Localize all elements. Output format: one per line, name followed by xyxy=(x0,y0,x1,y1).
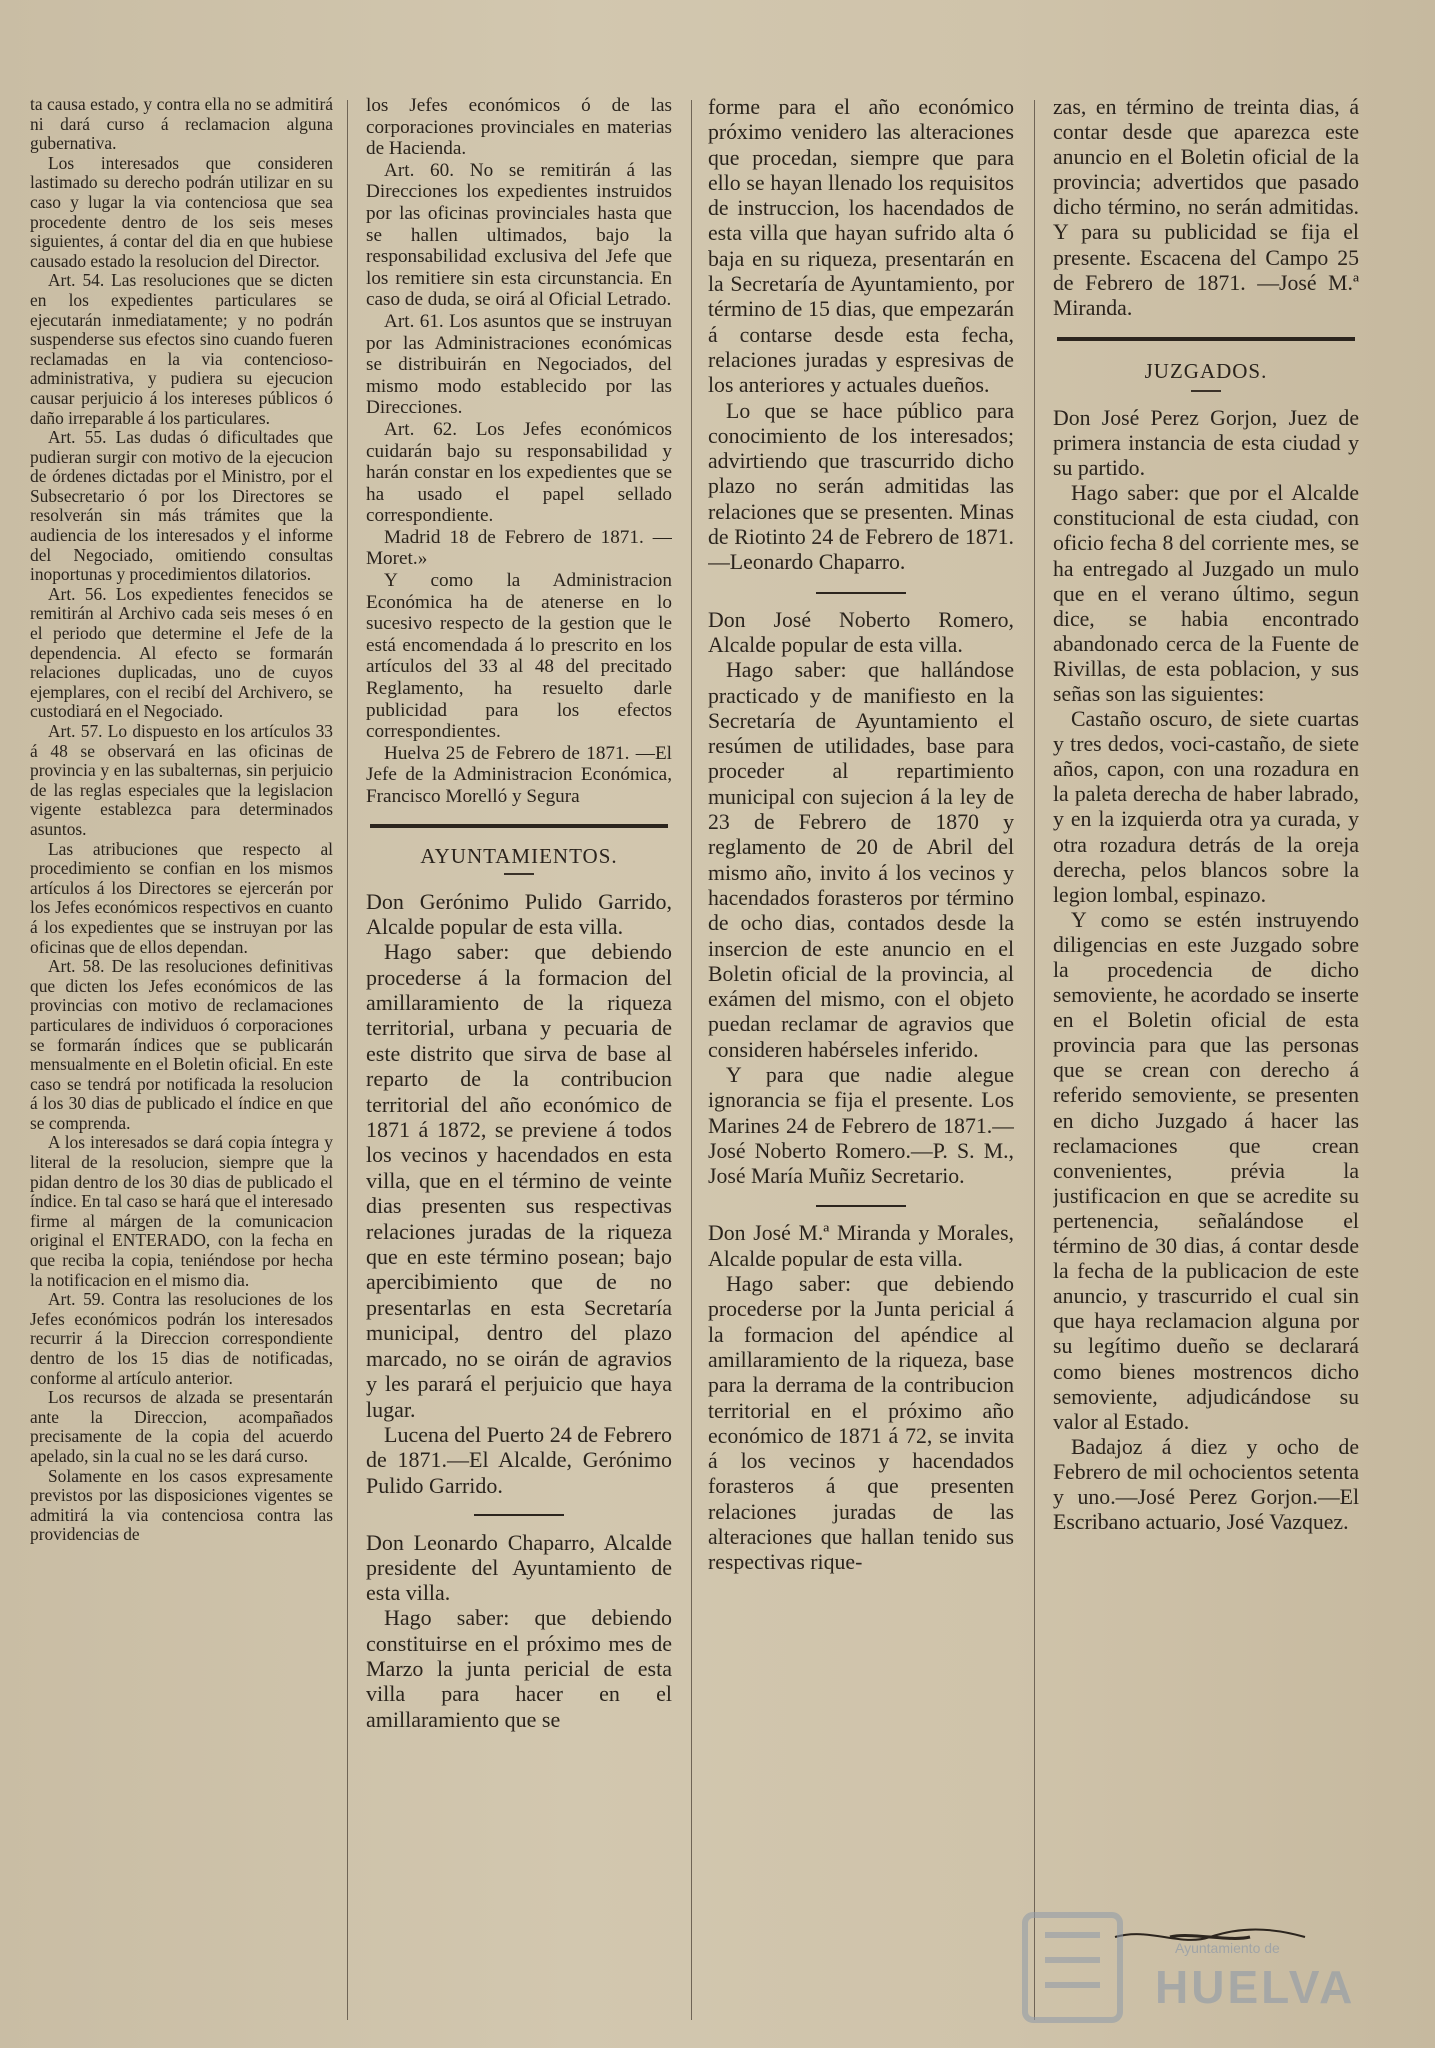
column-4 xyxy=(1053,95,1359,2035)
notice-rule xyxy=(816,1205,906,1207)
paragraph: Art. 58. De las resoluciones definitivas que dicten los Jefes económicos de las provincias con motivo de reclamaciones particulares de individuos ó corporaciones se formarán índices que se publicarán mensualmente en el Boletin oficial. En este caso se tendrá por notificada la resolucion á los 30 dias de publicado el índice en que se comprenda. xyxy=(30,956,333,1133)
paragraph: Las atribuciones que respecto al procedimiento se confian en los mismos artículos á los Directores se ejercerán por los Jefes económicos respectivos en cuanto á los expedientes que se instruyan por las oficinas que de ellos dependan. xyxy=(30,838,333,957)
column-1 xyxy=(30,95,333,2035)
notice-header: Don José M.ª Miranda y Morales, Alcalde popular de esta villa. xyxy=(708,1221,1014,1271)
section-title: JUZGADOS. xyxy=(1144,358,1268,383)
paragraph: Hago saber: que debiendo procederse á la formacion del amillaramiento de la riqueza territorial, urbana y pecuaria de este distrito que sirva de base al reparto de la contribucion territorial del año económico de 1871 á 1872, se previene á todos los vecinos y hacendados en esta villa, que en el término de veinte dias presenten sus respectivas relaciones juradas de la riqueza que en este término posean; bajo apercibimiento que de no presentarlas en esta Secretaría municipal, dentro del plazo marcado, no se oirán de agravios y les parará el perjuicio que haya lugar. xyxy=(366,939,672,1422)
notice-rule xyxy=(816,592,906,594)
paragraph: Art. 61. Los asuntos que se instruyan por las Administraciones económicas se distribuirán en Negociados, del mismo modo establecido por las Direcciones. xyxy=(366,310,672,419)
paragraph: Art. 54. Las resoluciones que se dicten en los expedientes particulares se ejecutarán inmediatamente; y no podrán suspenderse sus efectos sino cuando fueren reclamadas en la via contencioso-administrativa, y pudiera su ejecucion causar perjuicio á los intereses públicos ó daño irreparable á los particulares. xyxy=(30,270,333,428)
paragraph: Art. 62. Los Jefes económicos cuidarán bajo su responsabilidad y harán constar en los expedientes que se ha usado el papel sellado correspondiente. xyxy=(366,418,672,527)
notice-header: Don Gerónimo Pulido Garrido, Alcalde popular de esta villa. xyxy=(366,889,672,940)
notice-rule xyxy=(474,1514,564,1516)
column-3 xyxy=(708,95,1014,2035)
paragraph: Los interesados que consideren lastimado su derecho podrán utilizar en su caso y lugar la via contenciosa que sea procedente dentro de los seis meses siguientes, á contar del dia en que hubiese causado estado la resolucion del Director. xyxy=(30,152,333,271)
signature: Lucena del Puerto 24 de Febrero de 1871.—El Alcalde, Gerónimo Pulido Garrido. xyxy=(366,1421,672,1498)
title-dash xyxy=(504,873,534,875)
paragraph: Art. 56. Los expedientes fenecidos se remitirán al Archivo cada seis meses ó en el periodo que determine el Jefe de la dependencia. Al efecto se formarán relaciones duplicadas, uno de cuyos ejemplares, con el recibí del Archivero, se custodiará en el Negociado. xyxy=(30,583,333,722)
paragraph: Art. 60. No se remitirán á las Direcciones los expedientes instruidos por las oficinas provinciales hasta que se hallen ultimados, bajo la responsabilidad exclusiva del Jefe que los remitiere sin esta circunstancia. En caso de duda, se oirá al Oficial Letrado. xyxy=(366,159,672,311)
notice-header: Don Leonardo Chaparro, Alcalde presidente del Ayuntamiento de esta villa. xyxy=(366,1530,672,1606)
watermark-text: HUELVA xyxy=(1155,1961,1356,2013)
paragraph: Solamente en los casos expresamente previstos por las disposiciones vigentes se admitirá la via contenciosa contra las providencias de xyxy=(30,1465,333,1545)
notice-header: Don José Perez Gorjon, Juez de primera instancia de esta ciudad y su partido. xyxy=(1053,405,1359,481)
paragraph: Lo que se hace público para conocimiento de los interesados; advirtiendo que trascurrido dicho plazo no serán admitidas las relaciones que se presenten. Minas de Riotinto 24 de Febrero de 1871. —Leonardo Chaparro. xyxy=(708,398,1014,575)
paragraph: Los recursos de alzada se presentarán ante la Direccion, acompañados precisamente de la copia del acuerdo apelado, sin la cual no se les dará curso. xyxy=(30,1387,333,1466)
section-rule xyxy=(370,824,668,828)
paragraph: los Jefes económicos ó de las corporaciones provinciales en materias de Hacienda. xyxy=(366,95,672,160)
paragraph: Hago saber: que debiendo constituirse en el próximo mes de Marzo la junta pericial de esta villa para hacer en el amillaramiento que se xyxy=(366,1605,672,1732)
column-divider xyxy=(347,100,348,2020)
section-title: AYUNTAMIENTOS. xyxy=(420,843,618,868)
paragraph: Hago saber: que por el Alcalde constitucional de esta ciudad, con oficio fecha 8 del corriente mes, se ha entregado al Juzgado un mulo que en el verano último, segun dice, se habia encontrado abandonado cerca de la Fuente de Rivillas, de esta poblacion, y sus señas son las siguientes: xyxy=(1053,481,1359,706)
signature: Huelva 25 de Febrero de 1871. —El Jefe de la Administracion Económica, Francisco Morelló y Segura xyxy=(366,742,672,807)
paragraph: Badajoz á diez y ocho de Febrero de mil ochocientos setenta y uno.—José Perez Gorjon.—El Escribano actuario, José Vazquez. xyxy=(1053,1434,1359,1535)
paragraph: Hago saber: que debiendo procederse por la Junta pericial á la formacion del apéndice al amillaramiento de la riqueza, base para la derrama de la contribucion territorial en el próximo año económico de 1871 á 72, se invita á los vecinos y hacendados forasteros á que presenten relaciones juradas de las alteraciones que hallan tenido sus respectivas rique- xyxy=(708,1272,1014,1575)
paragraph: Y para que nadie alegue ignorancia se fija el presente. Los Marines 24 de Febrero de 1871.—José Noberto Romero.—P. S. M., José María Muñiz Secretario. xyxy=(708,1062,1014,1189)
paragraph: Art. 59. Contra las resoluciones de los Jefes económicos podrán los interesados recurrir á la Direccion correspondiente dentro de los 15 dias de notificadas, conforme al artículo anterior. xyxy=(30,1289,333,1388)
section-rule xyxy=(1057,337,1355,341)
paragraph: Hago saber: que hallándose practicado y de manifiesto en la Secretaría de Ayuntamiento el resúmen de utilidades, base para proceder al repartimiento municipal con sujecion á la ley de 23 de Febrero de 1870 y reglamento de 20 de Abril del mismo año, invito á los vecinos y hacendados forasteros por término de ocho dias, contados desde la insercion de este anuncio en el Boletin oficial de la provincia, al exámen del mismo, con el objeto puedan reclamar de agravios que consideren habérseles inferido. xyxy=(708,658,1014,1062)
paragraph: Y como la Administracion Económica ha de atenerse en lo sucesivo respecto de la gestion que le está encomendada á lo prescrito en los artículos del 33 al 48 del precitado Reglamento, ha resuelto darle publicidad para los efectos correspondientes. xyxy=(366,570,672,743)
paragraph: Castaño oscuro, de siete cuartas y tres dedos, voci-castaño, de siete años, capon, con una rozadura en la paleta derecha de haber labrado, y en la izquierda otra ya curada, y otra rozadura detrás de la oreja derecha, pelos blancos sobre la legion lombal, espinazo. xyxy=(1053,707,1359,907)
paragraph: Art. 57. Lo dispuesto en los artículos 33 á 48 se observará en las oficinas de provincia y en las subalternas, sin perjuicio de las reglas especiales que la legislacion vigente establezca para determinados asuntos. xyxy=(30,721,333,839)
paragraph: forme para el año económico próximo venidero las alteraciones que procedan, siempre que para ello se hayan llenado los requisitos de instruccion, los hacendados de esta villa que hayan sufrido alta ó baja en su riqueza, presentarán en la Secretaría de Ayuntamiento, por término de 15 dias, que empezarán á contarse desde esta fecha, relaciones juradas y espresivas de los anteriores y actuales dueños. xyxy=(708,95,1014,398)
paragraph: zas, en término de treinta dias, á contar desde que aparezca este anuncio en el Boletin oficial de la provincia; advertidos que pasado dicho término, no serán admitidas. Y para su publicidad se fija el presente. Escacena del Campo 25 de Febrero de 1871. —José M.ª Miranda. xyxy=(1053,95,1359,320)
column-2 xyxy=(366,95,672,2035)
paragraph: Y como se estén instruyendo diligencias en este Juzgado sobre la procedencia de dicho semoviente, he acordado se inserte en el Boletin oficial de esta provincia para que las personas que se crean con derecho á referido semoviente, se presenten en dicho Juzgado á hacer las reclamaciones que crean convenientes, prévia la justificacion en que se acredite su pertenencia, señalándose el término de 30 dias, á contar desde la fecha de la publicacion de este anuncio, y trascurrido el cual sin que haya reclamacion alguna por su legítimo dueño se declarará como bienes mostrencos dicho semoviente, adjudicándose su valor al Estado. xyxy=(1053,907,1359,1434)
notice-header: Don José Noberto Romero, Alcalde popular de esta villa. xyxy=(708,607,1014,657)
dateline: Madrid 18 de Febrero de 1871. —Moret.» xyxy=(366,526,672,570)
paragraph: A los interesados se dará copia íntegra y literal de la resolucion, siempre que la pidan dentro de los 30 dias de publicado el índice. En tal caso se hará que el interesado firme al márgen de la comunicacion original el ENTERADO, con la fecha en que reciba la copia, teniéndose por hecha la notificacion en el mismo dia. xyxy=(30,1132,333,1290)
watermark-subtext: Ayuntamiento de xyxy=(1175,1940,1280,1956)
column-divider xyxy=(1034,100,1035,2020)
paragraph: Art. 55. Las dudas ó dificultades que pudieran surgir con motivo de la ejecucion de órdenes dictadas por el Ministro, por el Subsecretario ó por los Directores se resolverán sin más trámites que la audiencia de los interesados y el informe del Negociado, omitiendo consultas inoportunas y procedimientos dilatorios. xyxy=(30,427,333,585)
column-divider xyxy=(691,100,692,2020)
paragraph: ta causa estado, y contra ella no se admitirá ni dará curso á reclamacion alguna gubernativa. xyxy=(30,95,333,154)
title-dash xyxy=(1191,390,1221,392)
